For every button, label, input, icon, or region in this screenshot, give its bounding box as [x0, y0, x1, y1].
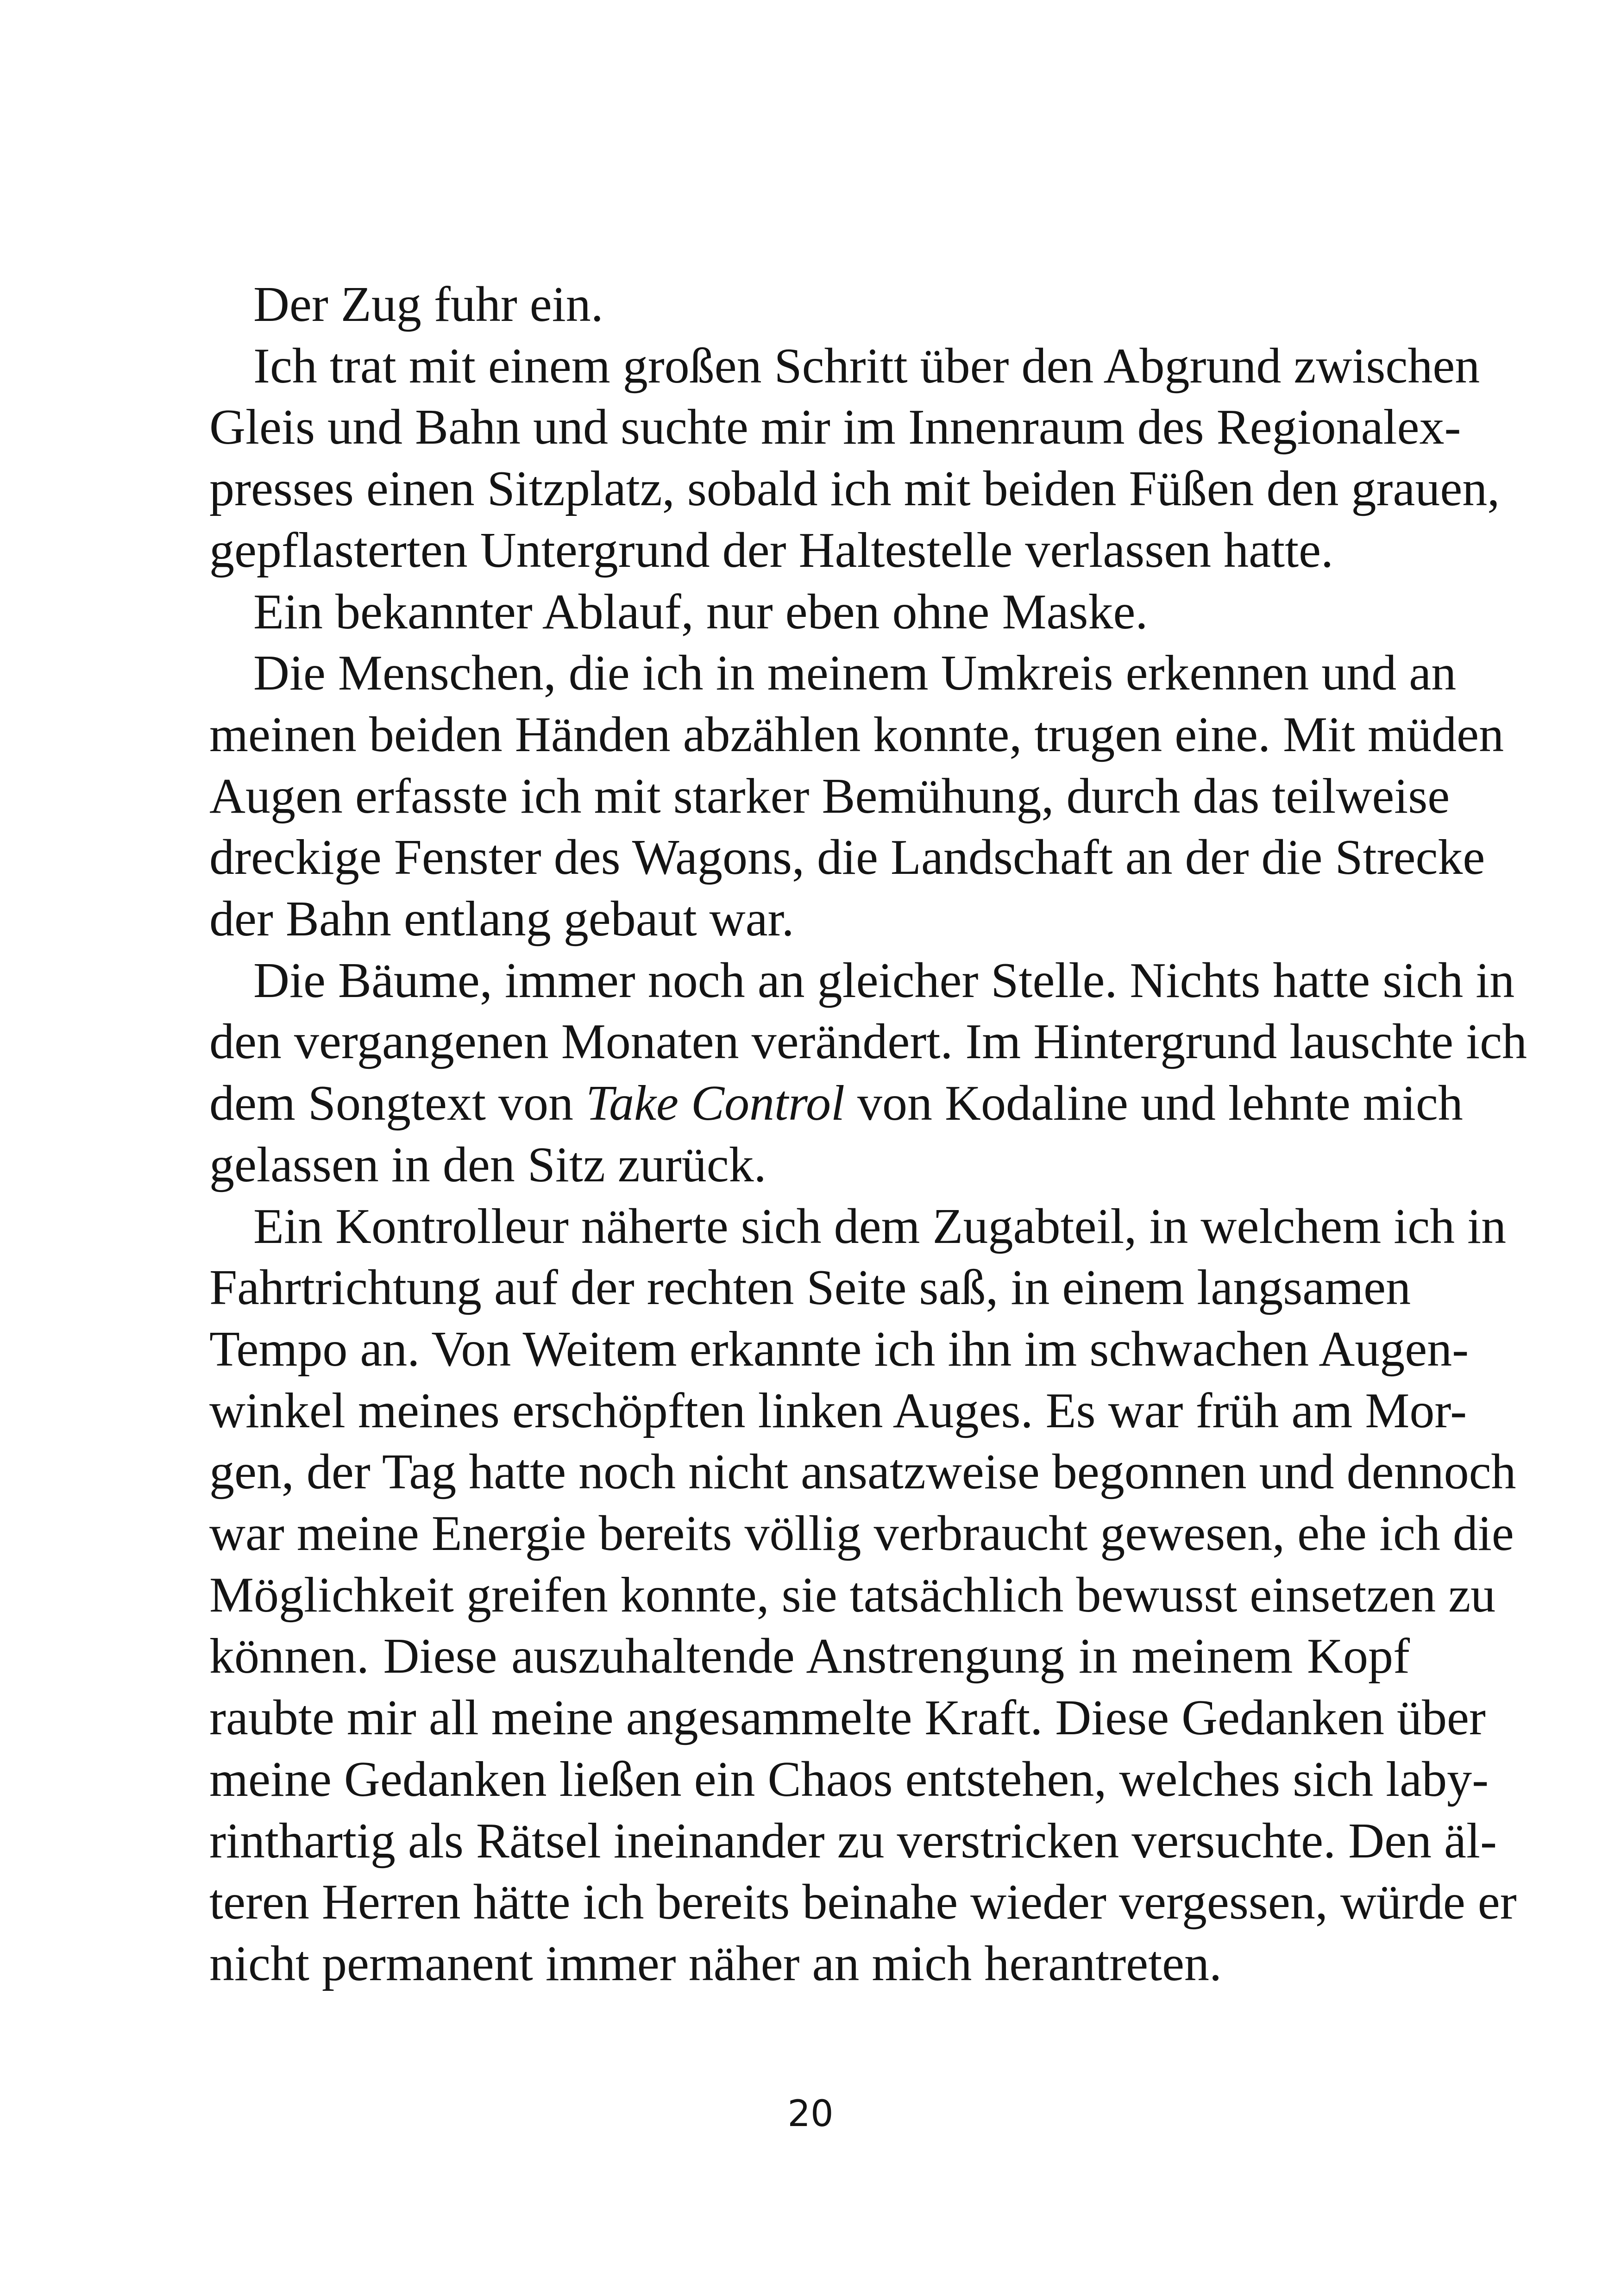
body-text	[209, 274, 1527, 1995]
text-line: winkel meines erschöpften linken Auges. Es war früh am Mor-	[209, 1383, 1467, 1438]
text-line: dreckige Fenster des Wagons, die Landschaft an der die Strecke	[209, 830, 1485, 885]
paragraph	[209, 336, 1500, 582]
text-line: Möglichkeit greifen konnte, sie tatsächlich bewusst einsetzen zu	[209, 1567, 1496, 1623]
text-line: teren Herren hätte ich bereits beinahe wieder vergessen, würde er	[209, 1875, 1517, 1930]
text-line: meinen beiden Händen abzählen konnte, trugen eine. Mit müden	[209, 707, 1504, 762]
text-line: Gleis und Bahn und suchte mir im Innenraum des Regionalex-	[209, 400, 1461, 455]
text-line: gen, der Tag hatte noch nicht ansatzweise begonnen und dennoch	[209, 1444, 1516, 1500]
text-line: Ein Kontrolleur näherte sich dem Zugabteil, in welchem ich in	[253, 1198, 1507, 1254]
text-line: Ich trat mit einem großen Schritt über den Abgrund zwischen	[253, 338, 1480, 394]
paragraph	[209, 950, 1527, 1196]
text-line: Ein bekannter Ablauf, nur eben ohne Maske.	[253, 584, 1148, 640]
paragraph	[209, 582, 1410, 643]
paragraph	[209, 643, 1504, 950]
text-line: gelassen in den Sitz zurück.	[209, 1137, 767, 1192]
text-line: rinthartig als Rätsel ineinander zu verstricken versuchte. Den äl-	[209, 1813, 1497, 1869]
text-line: Fahrtrichtung auf der rechten Seite saß, in einem langsamen	[209, 1260, 1411, 1316]
text-line: raubte mir all meine angesammelte Kraft. Diese Gedanken über	[209, 1690, 1486, 1746]
text-line: Die Bäume, immer noch an gleicher Stelle. Nichts hatte sich in	[253, 953, 1515, 1008]
page-number: 20	[787, 2093, 834, 2135]
text-line: gepflasterten Untergrund der Haltestelle verlassen hatte.	[209, 522, 1334, 578]
text-line: war meine Energie bereits völlig verbraucht gewesen, ehe ich die	[209, 1506, 1514, 1562]
text-line-with-song-title	[209, 1073, 1463, 1135]
text-line: Augen erfasste ich mit starker Bemühung, durch das teilweise	[209, 768, 1450, 824]
text-fragment: dem Songtext von	[209, 1076, 586, 1131]
text-line: Tempo an. Von Weitem erkannte ich ihn im schwachen Augen-	[209, 1321, 1469, 1377]
text-line: nicht permanent immer näher an mich herantreten.	[209, 1936, 1222, 1991]
text-line: Der Zug fuhr ein.	[253, 277, 603, 332]
text-line: Die Menschen, die ich in meinem Umkreis erkennen und an	[253, 646, 1457, 701]
text-line: presses einen Sitzplatz, sobald ich mit beiden Füßen den grauen,	[209, 461, 1500, 517]
paragraph	[209, 274, 1410, 336]
text-line: der Bahn entlang gebaut war.	[209, 891, 794, 947]
paragraph	[209, 1196, 1517, 1995]
text-line: den vergangenen Monaten verändert. Im Hintergrund lauschte ich	[209, 1014, 1527, 1070]
song-title: Take Control	[585, 1076, 845, 1131]
text-fragment: von Kodaline und lehnte mich	[845, 1076, 1463, 1131]
text-line: können. Diese auszuhaltende Anstrengung in meinem Kopf	[209, 1629, 1410, 1684]
text-line: meine Gedanken ließen ein Chaos entstehen, welches sich laby-	[209, 1751, 1489, 1807]
